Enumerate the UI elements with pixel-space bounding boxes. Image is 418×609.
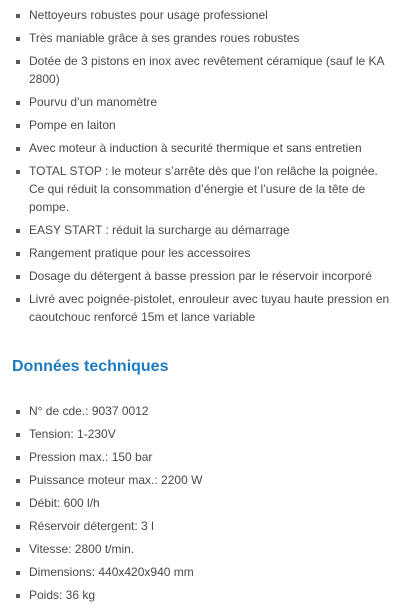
spec-text: N° de cde.: 9037 0012	[29, 404, 149, 418]
spec-text: Débit: 600 l/h	[29, 496, 100, 510]
feature-text: Rangement pratique pour les accessoires	[29, 246, 251, 260]
spec-text: Réservoir détergent: 3 l	[29, 519, 154, 533]
feature-item	[0, 290, 418, 326]
feature-item	[0, 221, 418, 239]
square-bullet-icon	[16, 456, 20, 460]
feature-item	[0, 244, 418, 262]
feature-text: Dosage du détergent à basse pression par le réservoir incorporé	[29, 269, 372, 283]
feature-text: EASY START : réduit la surcharge au démarrage	[29, 223, 290, 237]
spec-item	[0, 471, 418, 489]
spec-item	[0, 425, 418, 443]
square-bullet-icon	[16, 60, 20, 64]
feature-item	[0, 267, 418, 285]
feature-text: Pompe en laiton	[29, 118, 116, 132]
feature-text: Pourvu d’un manomètre	[29, 95, 158, 109]
square-bullet-icon	[16, 571, 20, 575]
section-title-technical-data: Données techniques	[12, 358, 169, 375]
spec-item	[0, 586, 418, 604]
spec-item	[0, 448, 418, 466]
spec-text: Pression max.: 150 bar	[29, 450, 153, 464]
feature-text: Livré avec poignée-pistolet, enrouleur avec tuyau haute pression en caoutchouc renforcé 15m et lance variable	[29, 292, 390, 324]
spec-item	[0, 494, 418, 512]
square-bullet-icon	[16, 594, 20, 598]
square-bullet-icon	[16, 147, 20, 151]
feature-item	[0, 6, 418, 24]
feature-item	[0, 116, 418, 134]
square-bullet-icon	[16, 275, 20, 279]
spec-text: Puissance moteur max.: 2200 W	[29, 473, 203, 487]
spec-list	[0, 402, 418, 609]
spec-text: Vitesse: 2800 t/min.	[29, 542, 135, 556]
feature-item	[0, 93, 418, 111]
feature-text: Dotée de 3 pistons en inox avec revêtement céramique (sauf le KA 2800)	[29, 54, 384, 86]
spec-text: Dimensions: 440x420x940 mm	[29, 565, 194, 579]
feature-text: Avec moteur à induction à securité thermique et sans entretien	[29, 141, 362, 155]
square-bullet-icon	[16, 548, 20, 552]
spec-item	[0, 517, 418, 535]
feature-item	[0, 139, 418, 157]
square-bullet-icon	[16, 433, 20, 437]
feature-item	[0, 162, 418, 216]
spec-item	[0, 402, 418, 420]
square-bullet-icon	[16, 124, 20, 128]
square-bullet-icon	[16, 170, 20, 174]
square-bullet-icon	[16, 525, 20, 529]
square-bullet-icon	[16, 410, 20, 414]
square-bullet-icon	[16, 252, 20, 256]
square-bullet-icon	[16, 14, 20, 18]
feature-text: Très maniable grâce à ses grandes roues robustes	[29, 31, 300, 45]
square-bullet-icon	[16, 37, 20, 41]
feature-item	[0, 29, 418, 47]
square-bullet-icon	[16, 479, 20, 483]
square-bullet-icon	[16, 298, 20, 302]
feature-item	[0, 52, 418, 88]
spec-item	[0, 540, 418, 558]
spec-item	[0, 563, 418, 581]
feature-list	[0, 6, 418, 331]
square-bullet-icon	[16, 101, 20, 105]
feature-text: TOTAL STOP : le moteur s’arrête dès que l’on relâche la poignée. Ce qui réduit la consommation d’énergie et l’usure de la tête de pompe.	[29, 164, 378, 214]
feature-text: Nettoyeurs robustes pour usage professionel	[29, 8, 268, 22]
spec-text: Tension: 1-230V	[29, 427, 116, 441]
square-bullet-icon	[16, 502, 20, 506]
square-bullet-icon	[16, 229, 20, 233]
spec-text: Poids: 36 kg	[29, 588, 96, 602]
